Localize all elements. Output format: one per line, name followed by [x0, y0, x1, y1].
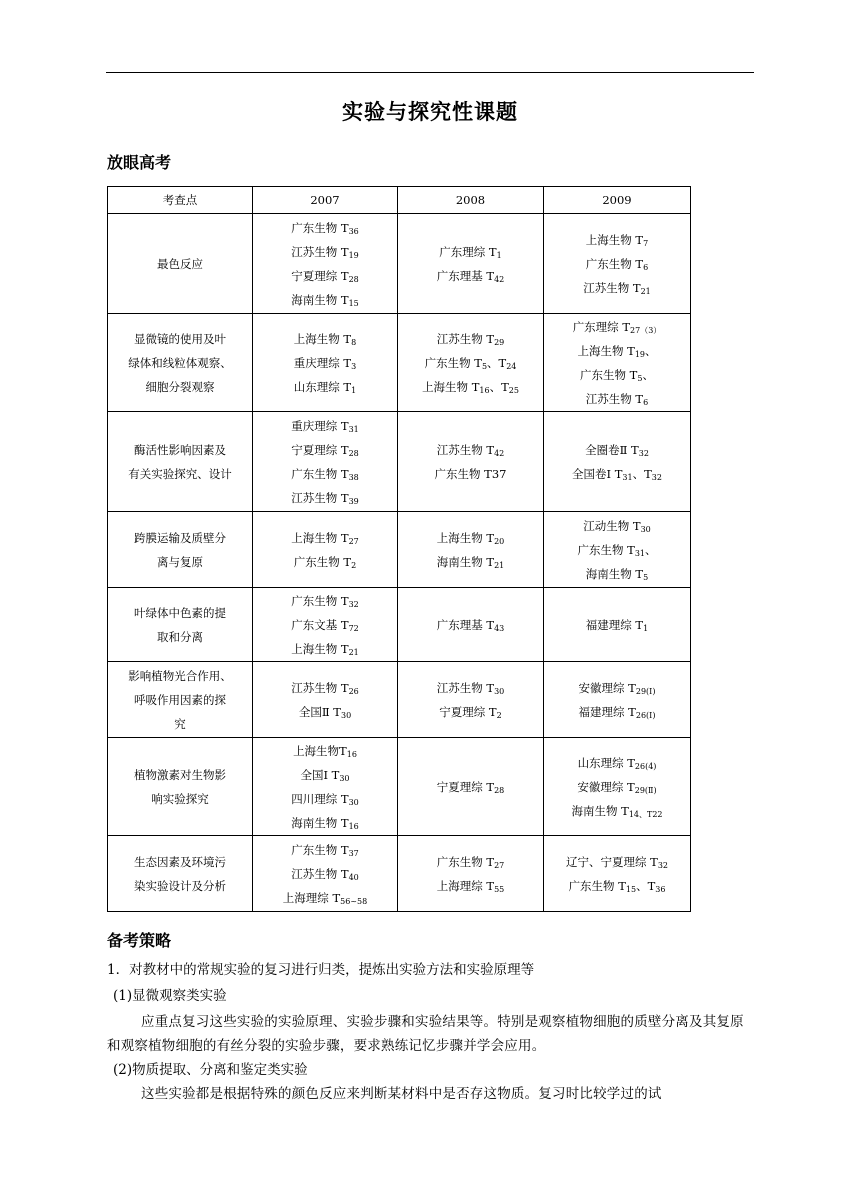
- question-number: 6: [643, 397, 649, 407]
- reference-line: [402, 550, 539, 574]
- reference-text: 广东生物 T: [291, 842, 349, 857]
- reference-text: 江动生物 T: [583, 518, 641, 533]
- question-number: 31: [622, 472, 633, 482]
- question-number: 39: [348, 496, 359, 506]
- topic-cell: [108, 738, 253, 836]
- cell-y2008: [398, 512, 544, 588]
- question-number: 19: [634, 349, 645, 359]
- reference-line: [257, 375, 393, 399]
- reference-text: 全国Ⅰ T: [300, 767, 340, 782]
- topic-line: 生态因素及环境污: [134, 854, 226, 869]
- page-title: 实验与探究性课题: [342, 100, 518, 124]
- table-row: [108, 512, 691, 588]
- reference-line: [257, 462, 393, 486]
- reference-text: 四川理综 T: [291, 791, 349, 806]
- question-number: 5: [481, 361, 488, 371]
- question-number: 21: [640, 286, 651, 296]
- reference-line: [548, 276, 686, 300]
- question-number: 16: [479, 385, 490, 395]
- question-number: 42: [494, 448, 505, 458]
- question-number: 6: [643, 262, 649, 272]
- topic-line: 呼吸作用因素的探: [134, 692, 226, 707]
- topic-line: 绿体和线粒体观察、: [128, 355, 232, 370]
- question-number: 29(Ⅰ): [635, 686, 656, 696]
- topic-cell: [108, 314, 253, 412]
- reference-text: 安徽理综 T: [577, 779, 635, 794]
- topic-line: 离与复原: [157, 554, 203, 569]
- question-number: 1: [496, 250, 502, 260]
- reference-line: [257, 414, 393, 438]
- question-number: 26(4): [634, 761, 657, 771]
- question-number: 28: [348, 448, 359, 458]
- question-number: 42: [494, 274, 505, 284]
- reference-line: [257, 862, 393, 886]
- topic-cell: [108, 588, 253, 662]
- question-number: 15: [348, 298, 359, 308]
- reference-line: [257, 216, 393, 240]
- question-number: 2: [496, 710, 502, 720]
- reference-text: 广东生物 T: [436, 854, 495, 869]
- question-number: 26: [348, 686, 359, 696]
- question-number: 24: [506, 361, 517, 371]
- reference-text: 、: [642, 367, 654, 382]
- reference-text: 宁夏理综 T: [439, 704, 497, 719]
- question-number: 19: [348, 250, 359, 260]
- reference-text: 上海理综 T: [436, 878, 495, 893]
- reference-line: [257, 613, 393, 637]
- cell-y2008: [398, 412, 544, 512]
- reference-line: [257, 240, 393, 264]
- reference-text: 福建理综 T: [585, 617, 644, 632]
- reference-line: [402, 264, 539, 288]
- question-number: 36: [348, 226, 359, 236]
- reference-text: 重庆理综 T: [291, 418, 349, 433]
- reference-line: [257, 811, 393, 835]
- reference-text: 上海理综 T: [282, 890, 341, 905]
- cell-y2007: [253, 314, 398, 412]
- reference-text: 海南生物 T: [571, 803, 629, 818]
- reference-line: [548, 315, 686, 339]
- reference-line: [257, 351, 393, 375]
- table-row: [108, 314, 691, 412]
- cell-y2008: [398, 836, 544, 912]
- cell-y2008: [398, 738, 544, 836]
- topic-cell: [108, 214, 253, 314]
- reference-line: [257, 526, 393, 550]
- table-row: [108, 662, 691, 738]
- reference-line: [402, 613, 539, 637]
- reference-text: 上海生物 T: [293, 331, 352, 346]
- reference-text: 广东生物 T: [424, 355, 482, 370]
- reference-line: [402, 775, 539, 799]
- paragraph-1: 1．对教材中的常规实验的复习进行归类，提炼出实验方法和实验原理等: [107, 962, 535, 978]
- reference-text: 山东理综 T: [577, 755, 635, 770]
- reference-text: 上海生物 T: [436, 530, 495, 545]
- reference-line: [548, 613, 686, 637]
- reference-text: 江苏生物 T: [291, 866, 349, 881]
- question-number: 26(Ⅰ): [635, 710, 656, 720]
- paragraph-2: (1)显微观察类实验: [113, 988, 227, 1004]
- cell-y2009: [544, 588, 691, 662]
- reference-text: 海南生物 T: [291, 815, 349, 830]
- question-number: 31: [348, 424, 359, 434]
- reference-line: [402, 676, 539, 700]
- question-number: 32: [657, 860, 668, 870]
- question-number: 21: [348, 647, 359, 657]
- question-number: 28: [494, 785, 505, 795]
- reference-text: 广东生物 T: [585, 256, 644, 271]
- question-number: 27: [348, 536, 359, 546]
- question-number: 30: [348, 797, 359, 807]
- reference-line: [548, 387, 686, 411]
- reference-line: [402, 700, 539, 724]
- exam-points-table: [107, 186, 691, 912]
- reference-line: [257, 739, 393, 763]
- table-header-row: [108, 187, 691, 214]
- question-number: 56~58: [340, 896, 368, 906]
- cell-y2008: [398, 662, 544, 738]
- table-row: [108, 836, 691, 912]
- reference-text: 广东生物 T: [580, 367, 638, 382]
- question-number: 30: [340, 710, 352, 720]
- question-number: 36: [655, 884, 666, 894]
- header-cell-2007: 2007: [253, 187, 398, 214]
- reference-line: [548, 751, 686, 775]
- table-row: [108, 738, 691, 836]
- reference-text: 上海生物 T: [577, 343, 635, 358]
- topic-cell: [108, 662, 253, 738]
- reference-text: 广东生物 T: [291, 466, 349, 481]
- topic-line: 酶活性影响因素及: [134, 442, 226, 457]
- question-number: 1: [643, 623, 649, 633]
- question-number: 7: [643, 238, 649, 248]
- reference-text: 广东生物 T: [293, 554, 352, 569]
- reference-text: 广东理基 T: [436, 268, 495, 283]
- table-row: [108, 588, 691, 662]
- reference-line: [548, 700, 686, 724]
- question-number: 30: [494, 686, 505, 696]
- reference-text: 、: [645, 542, 657, 557]
- question-number: 37: [348, 848, 359, 858]
- reference-text: 、T: [489, 379, 509, 394]
- reference-text: 全国Ⅱ T: [298, 704, 341, 719]
- reference-text: 上海生物 T: [291, 530, 349, 545]
- reference-line: [548, 462, 686, 486]
- topic-line: 究: [174, 716, 186, 731]
- cell-y2009: [544, 738, 691, 836]
- paragraph-5: 这些实验都是根据特殊的颜色反应来判断某材料中是否存这物质。复习时比较学过的试: [141, 1086, 662, 1102]
- reference-line: [548, 562, 686, 586]
- cell-y2009: [544, 412, 691, 512]
- topic-line: 叶绿体中色素的提: [134, 605, 226, 620]
- reference-line: [257, 589, 393, 613]
- reference-line: [402, 462, 539, 486]
- reference-text: 江苏生物 T: [585, 391, 644, 406]
- question-number: 38: [348, 472, 359, 482]
- question-number: 32: [638, 448, 649, 458]
- reference-text: 全圈卷Ⅱ T: [585, 442, 639, 457]
- header-cell-topic: 考查点: [108, 187, 253, 214]
- question-number: 27: [494, 860, 505, 870]
- question-number: 32: [348, 599, 359, 609]
- reference-text: 上海生物 T: [585, 232, 644, 247]
- paragraph-4: (2)物质提取、分离和鉴定类实验: [113, 1062, 308, 1078]
- topic-line: 最色反应: [157, 256, 203, 271]
- reference-text: 、T: [632, 466, 652, 481]
- table-row: [108, 214, 691, 314]
- cell-y2007: [253, 588, 398, 662]
- question-number: 40: [348, 872, 359, 882]
- question-number: 25: [508, 385, 519, 395]
- question-number: 30: [640, 524, 651, 534]
- reference-text: 上海生物 T: [422, 379, 480, 394]
- cell-y2009: [544, 662, 691, 738]
- question-number: 3: [351, 361, 357, 371]
- reference-text: 广东生物 T: [568, 878, 626, 893]
- question-number: 28: [348, 274, 359, 284]
- reference-line: [548, 228, 686, 252]
- topic-line: 影响植物光合作用、: [128, 668, 232, 683]
- reference-text: 、T: [487, 355, 507, 370]
- cell-y2007: [253, 412, 398, 512]
- question-number: 2: [351, 560, 357, 570]
- reference-line: [257, 327, 393, 351]
- question-number: 31: [634, 548, 645, 558]
- reference-text: 辽宁、宁夏理综 T: [565, 854, 658, 869]
- reference-text: 宁夏理综 T: [436, 779, 495, 794]
- reference-line: [257, 763, 393, 787]
- section-heading-strategy: 备考策略: [107, 931, 172, 950]
- cell-y2007: [253, 662, 398, 738]
- reference-line: [402, 375, 539, 399]
- reference-line: [548, 438, 686, 462]
- reference-line: [257, 787, 393, 811]
- reference-text: 广东生物 T: [577, 542, 635, 557]
- reference-line: [548, 339, 686, 363]
- cell-y2008: [398, 314, 544, 412]
- reference-line: [257, 288, 393, 312]
- reference-line: [548, 363, 686, 387]
- reference-line: [548, 799, 686, 823]
- question-number: 29(Ⅱ): [634, 785, 657, 795]
- topic-line: 显微镜的使用及叶: [134, 331, 226, 346]
- question-number: 20: [494, 536, 505, 546]
- question-number: 5: [643, 572, 649, 582]
- reference-line: [257, 676, 393, 700]
- reference-line: [257, 637, 393, 661]
- reference-line: [402, 438, 539, 462]
- reference-line: [402, 240, 539, 264]
- reference-line: [548, 514, 686, 538]
- reference-text: 重庆理综 T: [293, 355, 352, 370]
- cell-y2009: [544, 314, 691, 412]
- table-row: [108, 412, 691, 512]
- cell-y2009: [544, 512, 691, 588]
- reference-line: [257, 264, 393, 288]
- reference-text: 江苏生物 T: [436, 331, 495, 346]
- reference-text: 海南生物 T: [585, 566, 644, 581]
- question-number: 16: [346, 749, 357, 759]
- reference-line: [257, 438, 393, 462]
- question-number: 14、T22: [628, 809, 663, 819]
- topic-cell: [108, 836, 253, 912]
- question-number: 5: [637, 373, 643, 383]
- reference-text: 江苏生物 T: [436, 442, 495, 457]
- reference-text: 、: [645, 343, 657, 358]
- question-number: 43: [494, 623, 505, 633]
- question-number: 29: [494, 337, 505, 347]
- question-number: 55: [494, 884, 505, 894]
- question-number: 32: [651, 472, 662, 482]
- reference-line: [548, 252, 686, 276]
- reference-line: [402, 874, 539, 898]
- reference-text: 海南生物 T: [436, 554, 495, 569]
- reference-line: [548, 676, 686, 700]
- reference-text: 上海生物T: [293, 743, 347, 758]
- cell-y2009: [544, 836, 691, 912]
- reference-text: 江苏生物 T: [291, 244, 349, 259]
- cell-y2009: [544, 214, 691, 314]
- reference-line: [402, 526, 539, 550]
- paragraph-3: 应重点复习这些实验的实验原理、实验步骤和实验结果等。特别是观察植物细胞的质壁分离及其复原和观察植物细胞的有丝分裂的实验步骤，要求熟练记忆步骤并学会应用。: [107, 1014, 744, 1054]
- reference-text: 广东生物 T: [291, 220, 349, 235]
- reference-line: [548, 775, 686, 799]
- reference-line: [257, 486, 393, 510]
- question-number: 1: [351, 385, 357, 395]
- question-number: 21: [494, 560, 505, 570]
- question-number: 16: [348, 821, 359, 831]
- reference-text: 江苏生物 T: [291, 490, 349, 505]
- reference-text: 全国卷Ⅰ T: [572, 466, 623, 481]
- reference-line: [257, 700, 393, 724]
- cell-y2007: [253, 214, 398, 314]
- section-heading-exam: 放眼高考: [107, 153, 172, 172]
- reference-text: 江苏生物 T: [291, 680, 349, 695]
- reference-text: 、T: [636, 878, 656, 893]
- reference-line: [548, 538, 686, 562]
- question-number: 30: [339, 773, 350, 783]
- topic-line: 跨膜运输及质壁分: [134, 530, 226, 545]
- reference-line: [402, 351, 539, 375]
- reference-text: 海南生物 T: [291, 292, 349, 307]
- header-cell-2008: 2008: [398, 187, 544, 214]
- reference-line: [257, 886, 393, 910]
- topic-line: 有关实验探究、设计: [128, 466, 232, 481]
- topic-line: 细胞分裂观察: [145, 379, 215, 394]
- reference-text: 广东文基 T: [291, 617, 349, 632]
- reference-text: 广东生物 T: [291, 593, 349, 608]
- reference-text: 广东理综 T: [572, 319, 631, 334]
- topic-line: 取和分离: [157, 629, 203, 644]
- question-number: 15: [625, 884, 637, 894]
- reference-text: 宁夏理综 T: [291, 442, 349, 457]
- reference-text: 福建理综 T: [578, 704, 636, 719]
- cell-y2007: [253, 512, 398, 588]
- reference-text: 上海生物 T: [291, 641, 349, 656]
- topic-line: 响实验探究: [151, 791, 209, 806]
- reference-line: [402, 327, 539, 351]
- cell-y2008: [398, 588, 544, 662]
- reference-text: 广东理综 T: [439, 244, 497, 259]
- reference-text: 宁夏理综 T: [291, 268, 349, 283]
- reference-line: [548, 850, 686, 874]
- reference-text: 广东理基 T: [436, 617, 495, 632]
- reference-line: [548, 874, 686, 898]
- reference-text: 安徽理综 T: [578, 680, 636, 695]
- reference-text: 山东理综 T: [293, 379, 352, 394]
- topic-line: 植物激素对生物影: [134, 767, 226, 782]
- question-number: 27（3）: [630, 325, 662, 335]
- question-number: 8: [351, 337, 357, 347]
- header-cell-2009: 2009: [544, 187, 691, 214]
- cell-y2007: [253, 836, 398, 912]
- reference-text: 江苏生物 T: [436, 680, 495, 695]
- header-rule: [106, 72, 754, 73]
- reference-text: 广东生物 T37: [434, 466, 507, 481]
- reference-line: [402, 850, 539, 874]
- question-number: 72: [348, 623, 359, 633]
- topic-cell: [108, 412, 253, 512]
- reference-line: [257, 838, 393, 862]
- reference-line: [257, 550, 393, 574]
- reference-text: 江苏生物 T: [583, 280, 641, 295]
- cell-y2007: [253, 738, 398, 836]
- cell-y2008: [398, 214, 544, 314]
- topic-cell: [108, 512, 253, 588]
- topic-line: 染实验设计及分析: [134, 878, 226, 893]
